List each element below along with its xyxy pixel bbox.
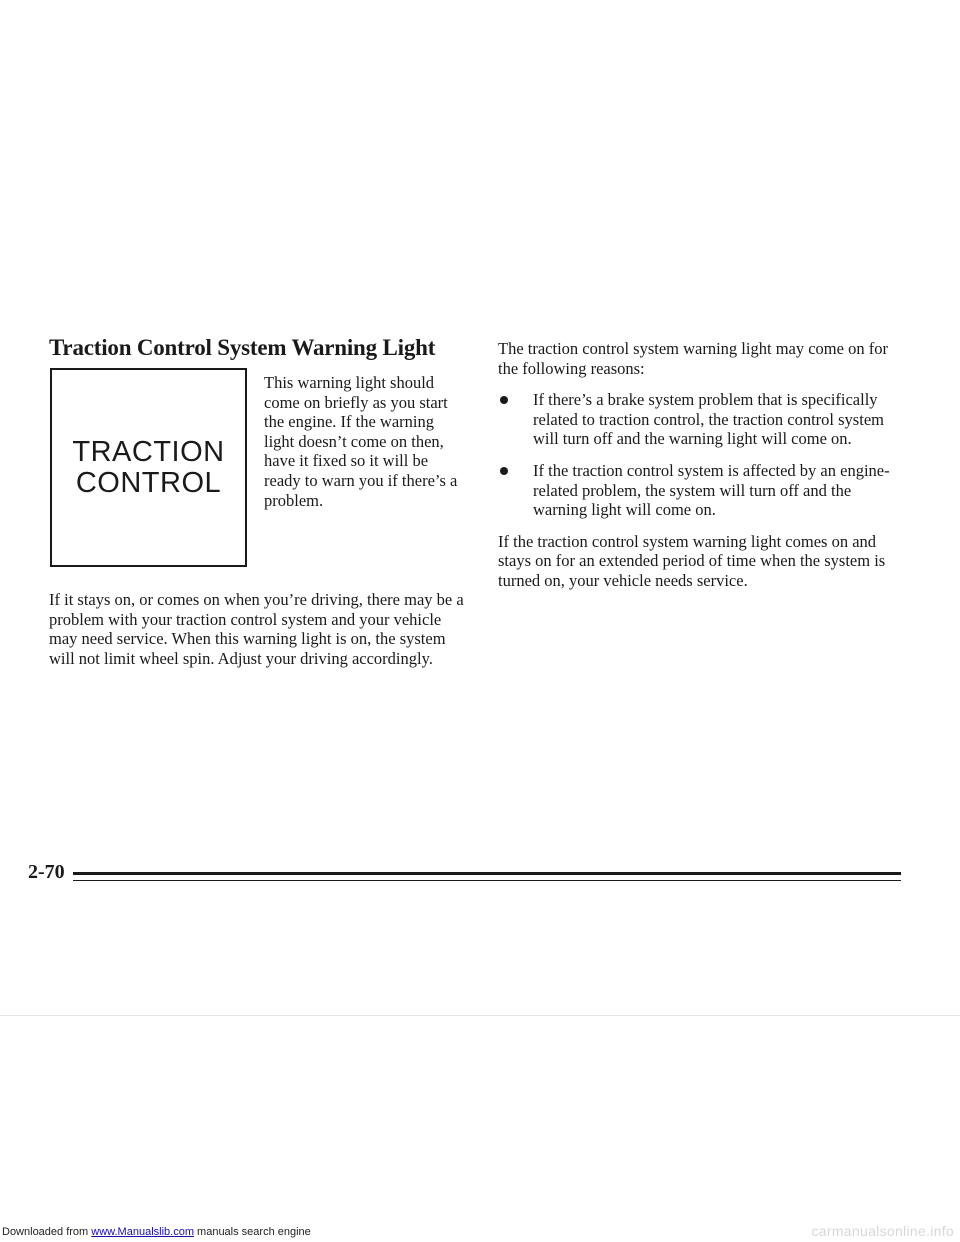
section-heading: Traction Control System Warning Light: [49, 335, 436, 360]
page-number: 2-70: [28, 861, 65, 883]
bullet-icon: [500, 396, 508, 404]
download-notice-text: [2, 1222, 311, 1242]
traction-control-warning-light-illustration: [50, 368, 247, 567]
footer-rule: [73, 872, 901, 875]
download-lead-text: Downloaded from: [2, 1226, 92, 1238]
scan-edge-divider: [0, 1015, 960, 1016]
bullet-icon: [500, 467, 508, 475]
reasons-list: [498, 390, 908, 520]
warning-light-text-line2: CONTROL: [75, 466, 222, 499]
warning-light-description: This warning light should come on briefly as you start the engine. If the warning light doesn’t come on then, have it fixed so it will be ready to warn you if there’s a problem.: [264, 373, 458, 510]
list-item-text: If the traction control system is affected by an engine-related problem, the system will turn off and the warning light will come on.: [533, 460, 890, 520]
closing-paragraph: If the traction control system warning light comes on and stays on for an extended period of time when the system is turned on, your vehicle needs service.: [498, 531, 886, 590]
warning-light-text-line1: TRACTION: [72, 435, 225, 468]
right-column: [498, 339, 908, 591]
download-tail-text: manuals search engine: [193, 1226, 311, 1238]
list-item: [498, 461, 908, 520]
reasons-intro: The traction control system warning light may come on for the following reasons:: [498, 339, 888, 378]
watermark: carmanualsonline.info: [811, 1223, 954, 1239]
list-item-text: If there’s a brake system problem that is specifically related to traction control, the traction control system will turn off and the warning light will come on.: [533, 390, 884, 449]
list-item: [498, 390, 908, 449]
page-top-blank: [0, 0, 960, 275]
footer-rule-thin: [73, 880, 901, 881]
manualslib-link[interactable]: www.Manualslib.com: [91, 1226, 194, 1238]
body-paragraph-left: If it stays on, or comes on when you’re driving, there may be a problem with your traction control system and your vehicle may need service. When this warning light is on, the system will not limit wheel spin. Adjust your driving accordingly.: [49, 590, 464, 668]
